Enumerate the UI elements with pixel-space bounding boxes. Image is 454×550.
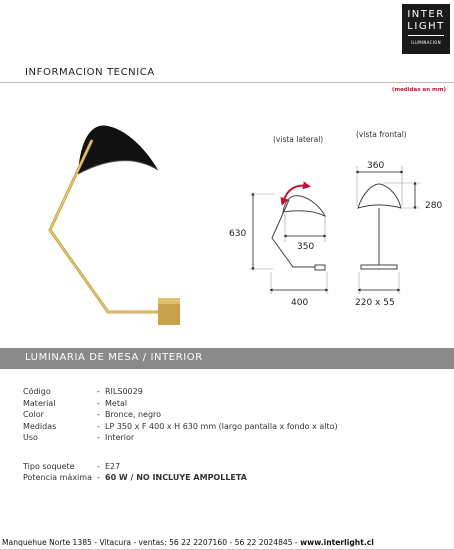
- dim-depth: 400: [291, 298, 309, 308]
- spec-value: Bronce, negro: [105, 410, 162, 419]
- dim-shade-height: 280: [425, 201, 443, 211]
- logo-line-2: LIGHT: [407, 21, 445, 32]
- dimension-diagram: [225, 120, 445, 315]
- footer-website-link[interactable]: www.interlight.cl: [300, 538, 374, 547]
- logo-divider: [408, 35, 444, 36]
- spec-value: Interior: [105, 433, 135, 442]
- spec-value: E27: [105, 461, 121, 471]
- header-rule: [0, 82, 454, 83]
- spec-value: RILS0029: [105, 387, 143, 396]
- units-note: (medidas en mm): [391, 87, 446, 93]
- spec-value: LP 350 x F 400 x H 630 mm (largo pantalla x fondo x alto): [105, 421, 338, 431]
- spec-separator: -: [97, 410, 100, 419]
- spec-separator: -: [97, 421, 100, 431]
- spec-separator: -: [97, 461, 100, 471]
- spec-label: Medidas: [23, 421, 57, 431]
- dim-base: 220 x 55: [355, 298, 395, 308]
- logo-line-1: INTER: [407, 9, 445, 20]
- spec-label: Potencia máxima: [23, 473, 92, 482]
- spec-separator: -: [97, 387, 100, 396]
- dim-shade-length: 350: [297, 242, 315, 252]
- view-label-lateral: (vista lateral): [273, 135, 324, 144]
- dim-shade-width: 360: [367, 161, 385, 171]
- category-title: LUMINARIA DE MESA / INTERIOR: [25, 352, 203, 363]
- brand-logo: [402, 4, 450, 54]
- spec-label: Uso: [23, 433, 38, 442]
- spec-label: Código: [23, 387, 51, 396]
- lateral-view-lamp: [272, 196, 325, 270]
- footer-address: Manquehue Norte 1385 - Vitacura - ventas: 56 22 2207160 - 56 22 2024845 -: [2, 538, 301, 547]
- spec-value: 60 W / NO INCLUYE AMPOLLETA: [105, 473, 247, 482]
- spec-separator: -: [97, 398, 100, 408]
- footer-contact: [2, 538, 374, 547]
- section-title-technical: INFORMACION TECNICA: [25, 67, 155, 78]
- spec-label: Color: [23, 410, 44, 419]
- spec-separator: -: [97, 433, 100, 442]
- frontal-view-lamp: [358, 184, 401, 269]
- view-label-frontal: (vista frontal): [356, 130, 407, 139]
- lamp-shade: [78, 125, 158, 174]
- category-band: [0, 348, 454, 369]
- spec-value: Metal: [105, 398, 128, 408]
- dim-height-total: 630: [229, 229, 247, 239]
- logo-line-3: ILUMINACION: [411, 40, 441, 45]
- spec-separator: -: [97, 473, 100, 482]
- spec-label: Tipo soquete: [23, 461, 75, 471]
- lamp-illustration: [30, 112, 200, 332]
- spec-label: Material: [23, 398, 56, 408]
